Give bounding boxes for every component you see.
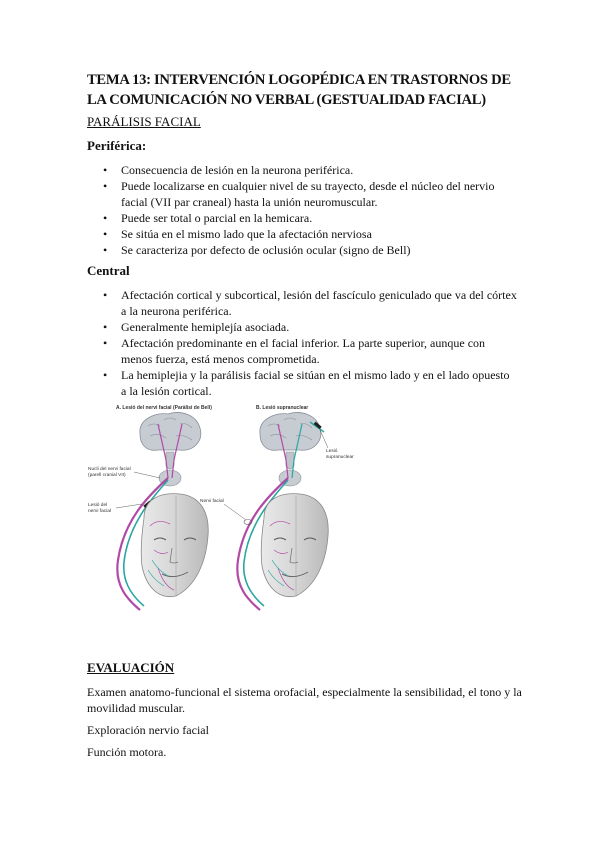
panel-a [88, 405, 212, 610]
list-item: • Consecuencia de lesión en la neurona periférica. [103, 163, 354, 177]
label-supranuclear-2: supranuclear [326, 455, 354, 460]
facial-palsy-figure [88, 400, 400, 622]
list-item: • Puede ser total o parcial en la hemicara. [103, 211, 313, 225]
bullet-icon: • [103, 163, 108, 177]
evaluacion-heading: EVALUACIÓN [87, 660, 175, 675]
label-nuclei: Nucli del nervi facial [88, 467, 131, 472]
bullet-icon: • [103, 179, 108, 193]
bullet-icon: • [103, 288, 108, 302]
list-item: • Se sitúa en el mismo lado que la afectación nerviosa [103, 227, 372, 241]
title-line-2: LA COMUNICACIÓN NO VERBAL (GESTUALIDAD FACIAL) [87, 92, 486, 108]
panel-b-title: B. Lesió supranuclear [256, 405, 309, 411]
list-item: • Generalmente hemiplejía asociada. [103, 320, 290, 334]
list-item: • Se caracteriza por defecto de oclusión ocular (signo de Bell) [103, 243, 411, 257]
periferica-heading: Periférica: [87, 138, 147, 153]
panel-b [200, 405, 354, 610]
bullet-icon: • [103, 243, 108, 257]
bullet-icon: • [103, 368, 108, 382]
document-title [87, 70, 527, 110]
bullet-icon: • [103, 211, 108, 225]
bullet-icon: • [103, 320, 108, 334]
evaluacion-paragraph-3: Función motora. [87, 745, 167, 759]
brain-illustration-a [140, 413, 201, 486]
face-illustration-a [141, 494, 208, 597]
label-supranuclear: Lesió [326, 449, 338, 454]
list-item: • Afectación predominante en el facial inferior. La parte superior, aunque con menos fuerza, está menos comprometida. [103, 336, 486, 366]
list-item: • La hemiplejia y la parálisis facial se sitúan en el mismo lado y en el lado opuesto a la lesión cortical. [103, 368, 510, 398]
label-facial-nerve: Nervi facial [200, 499, 224, 504]
label-lesion-nerve: Lesió del [88, 503, 108, 508]
evaluacion-paragraph-2: Exploración nervio facial [87, 723, 209, 737]
section-subtitle: PARÁLISIS FACIAL [87, 114, 201, 129]
bullet-icon: • [103, 227, 108, 241]
bullet-icon: • [103, 336, 108, 350]
periferica-list [87, 162, 517, 258]
list-item: • Puede localizarse en cualquier nivel de su trayecto, desde el núcleo del nervio facial (VII par craneal) hasta la unión neuromuscular. [103, 179, 495, 209]
label-lesion-nerve-2: nervi facial [88, 509, 111, 514]
panel-a-title: A. Lesió del nervi facial (Paràlisi de Bell) [116, 405, 212, 411]
title-line-1: TEMA 13: INTERVENCIÓN LOGOPÉDICA EN TRASTORNOS DE [87, 72, 511, 88]
central-heading: Central [87, 263, 130, 278]
central-list [87, 287, 517, 399]
evaluacion-paragraph-1: Examen anatomo-funcional el sistema orofacial, especialmente la sensibilidad, el tono y la movilidad muscular. [87, 685, 522, 715]
face-illustration-b [261, 494, 328, 597]
label-nuclei-2: (parell cranial VII) [88, 473, 126, 478]
list-item: • Afectación cortical y subcortical, lesión del fascículo geniculado que va del córtex a la neurona periférica. [103, 288, 517, 318]
